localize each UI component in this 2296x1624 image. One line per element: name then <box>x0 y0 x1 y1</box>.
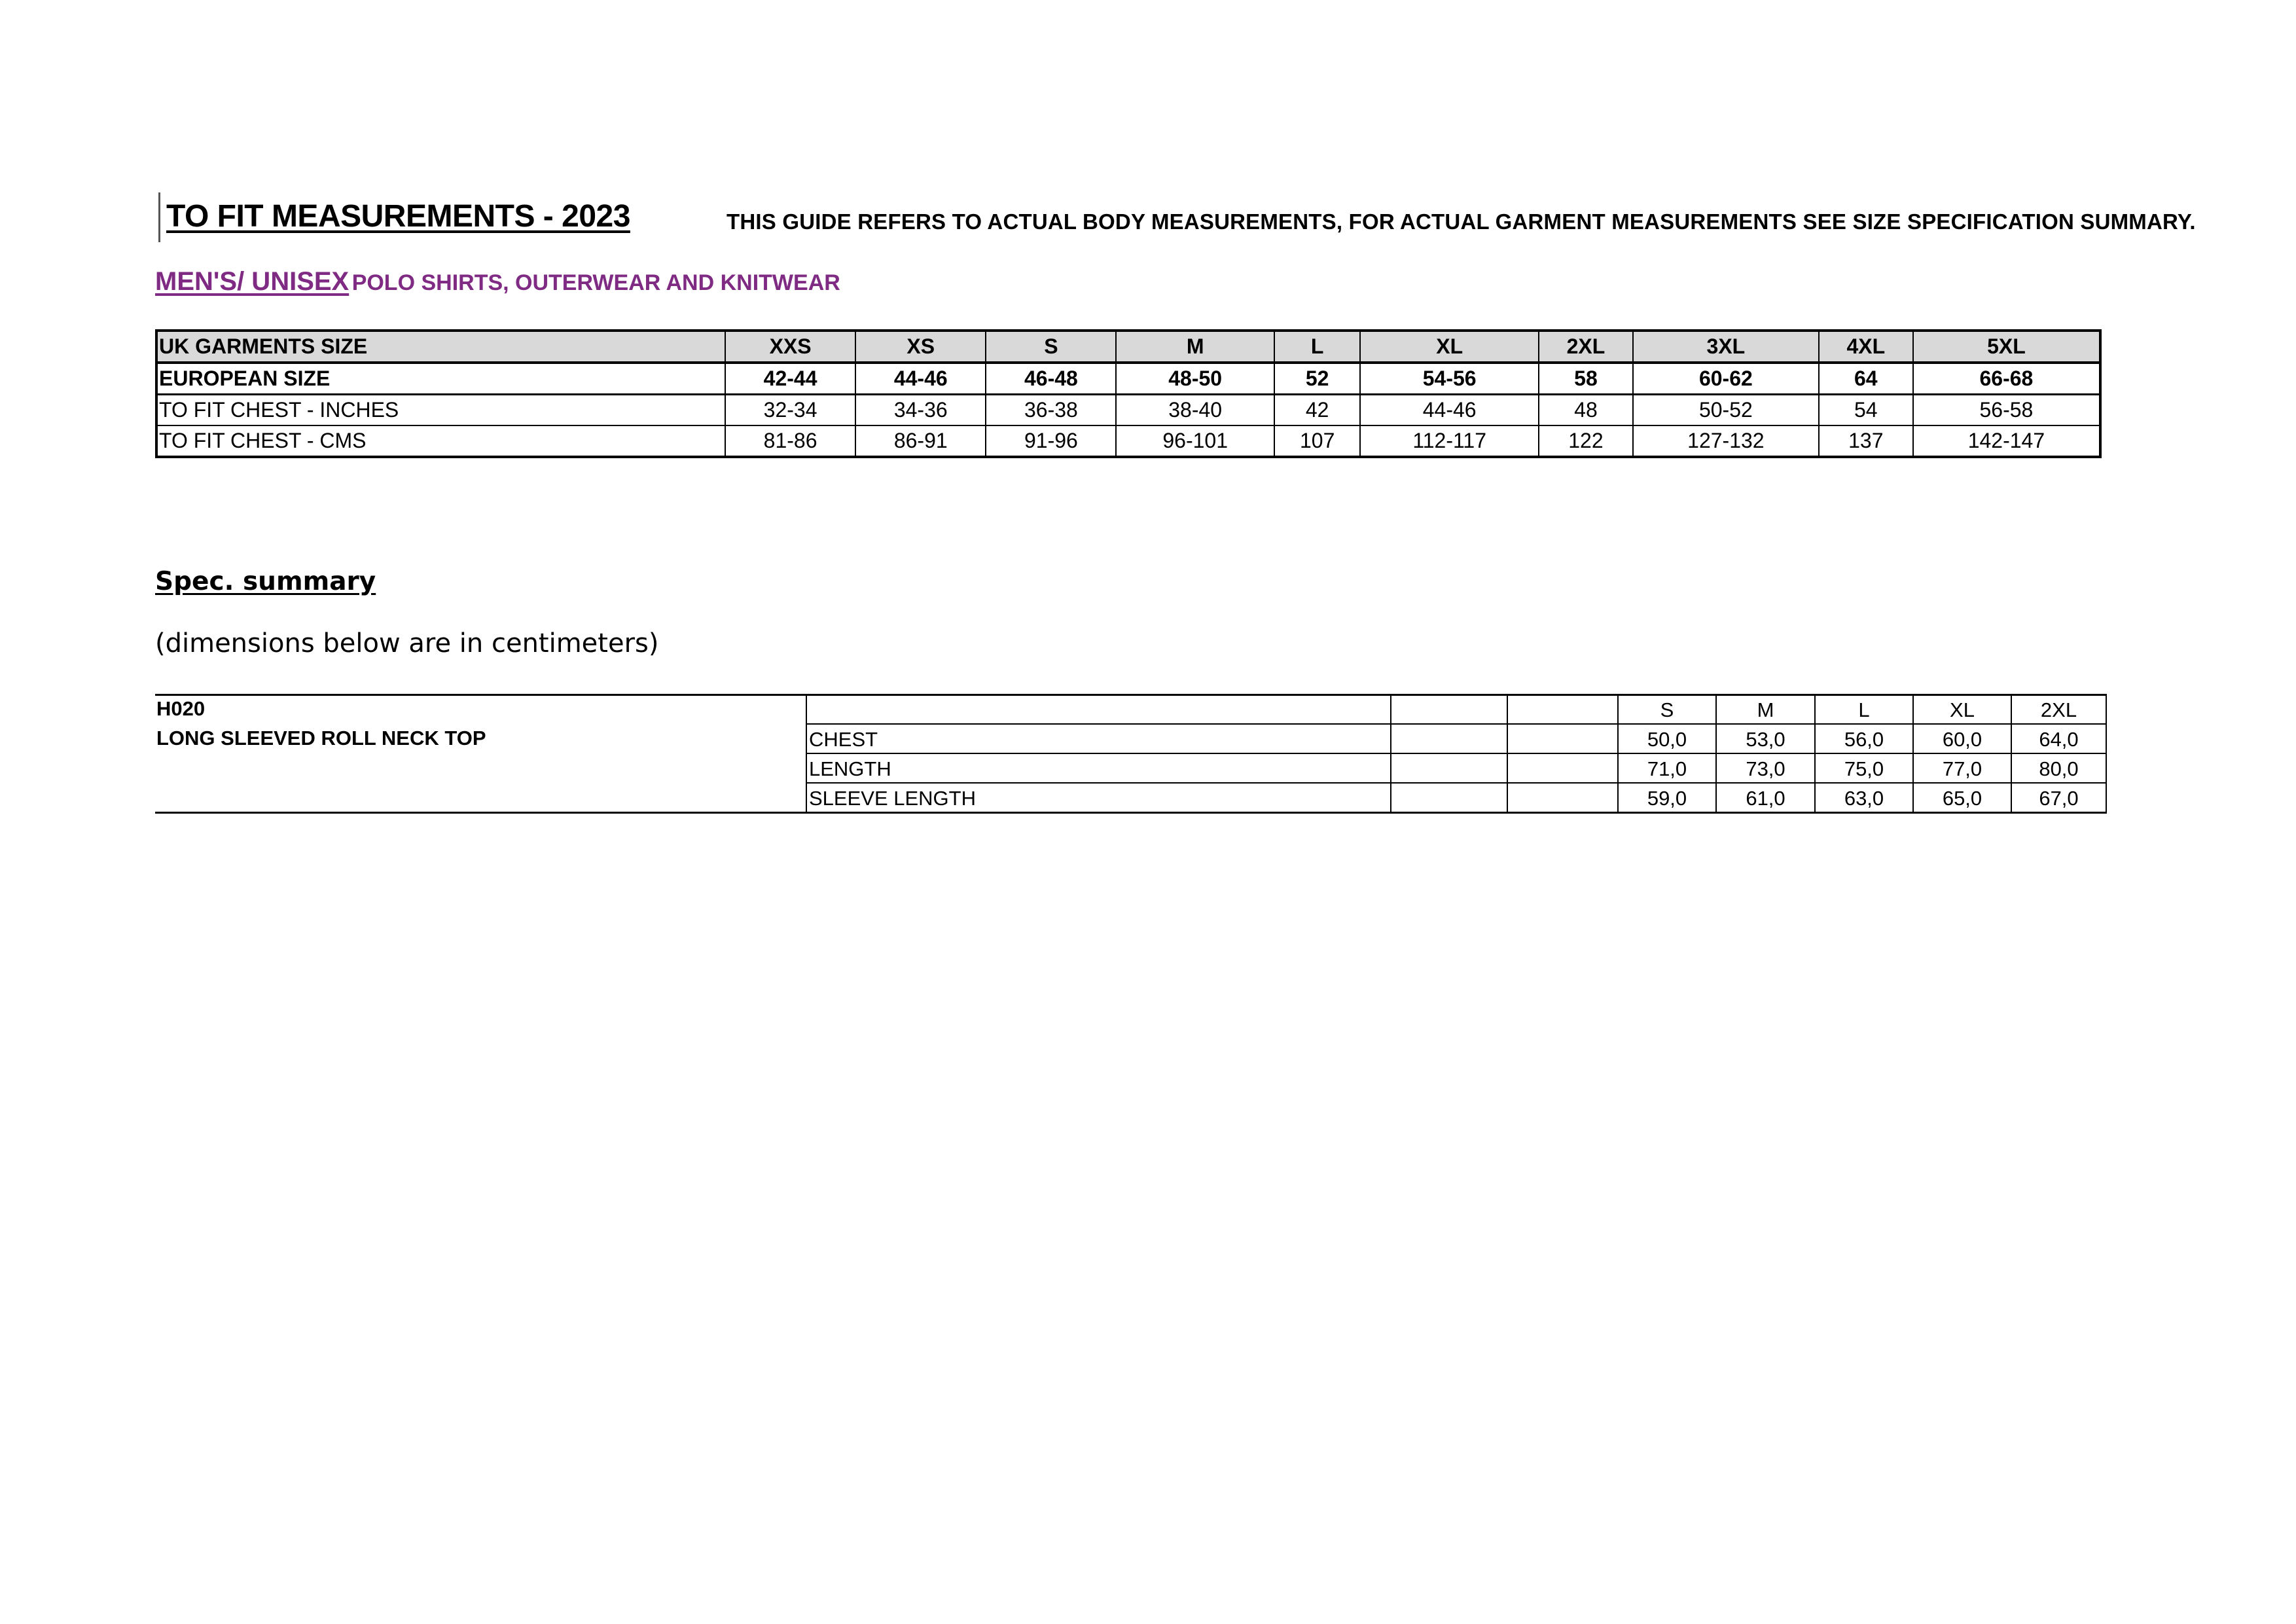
size-table-cell: 48-50 <box>1116 363 1274 395</box>
size-table-row <box>156 363 2100 395</box>
spec-row-label: LENGTH <box>809 757 891 780</box>
size-table-cell: 58 <box>1539 363 1633 395</box>
page-title: TO FIT MEASUREMENTS - 2023 <box>166 199 630 234</box>
spec-value: 63,0 <box>1844 787 1884 810</box>
spec-value: 77,0 <box>1942 757 1982 780</box>
size-table-cell: XL <box>1360 331 1538 363</box>
size-table-cell: XS <box>855 331 986 363</box>
dimensions-note: (dimensions below are in centimeters) <box>155 628 659 659</box>
size-table-cell: 52 <box>1274 363 1361 395</box>
size-table-cell: 64 <box>1819 363 1913 395</box>
spec-value: 80,0 <box>2039 757 2079 780</box>
spec-rule <box>806 782 2107 784</box>
size-table-cell: 48 <box>1539 395 1633 426</box>
size-table-cell: 81-86 <box>725 425 855 457</box>
size-table-cell: 3XL <box>1633 331 1819 363</box>
size-table-cell: 86-91 <box>855 425 986 457</box>
title-rule <box>158 192 160 242</box>
spec-row-label: SLEEVE LENGTH <box>809 787 976 810</box>
size-table-cell: 42 <box>1274 395 1361 426</box>
spec-value: 53,0 <box>1746 728 1785 751</box>
size-table-cell: 122 <box>1539 425 1633 457</box>
size-table-cell: 44-46 <box>1360 395 1538 426</box>
guide-note: THIS GUIDE REFERS TO ACTUAL BODY MEASUREMENTS, FOR ACTUAL GARMENT MEASUREMENTS SEE SIZE SPECIFICATION SUMMARY. <box>726 209 2196 234</box>
size-table-row <box>156 395 2100 426</box>
spec-value: 61,0 <box>1746 787 1785 810</box>
size-table-cell: 46-48 <box>986 363 1116 395</box>
category-heading <box>155 267 840 297</box>
spec-value: 71,0 <box>1647 757 1687 780</box>
size-table-cell: 32-34 <box>725 395 855 426</box>
size-table-cell: 127-132 <box>1633 425 1819 457</box>
category-sub: POLO SHIRTS, OUTERWEAR AND KNITWEAR <box>351 270 840 295</box>
size-table-row-label: TO FIT CHEST - INCHES <box>156 395 725 426</box>
size-table-cell: 142-147 <box>1913 425 2100 457</box>
spec-value: 50,0 <box>1647 728 1687 751</box>
size-table-cell: 34-36 <box>855 395 986 426</box>
spec-value: 56,0 <box>1844 728 1884 751</box>
size-table-cell: XXS <box>725 331 855 363</box>
product-name: LONG SLEEVED ROLL NECK TOP <box>156 727 486 749</box>
size-table-row-label: EUROPEAN SIZE <box>156 363 725 395</box>
size-table-cell: 96-101 <box>1116 425 1274 457</box>
size-table-cell: 107 <box>1274 425 1361 457</box>
size-table-cell: 4XL <box>1819 331 1913 363</box>
spec-size-heading: 2XL <box>2040 698 2077 721</box>
size-table-row <box>156 425 2100 457</box>
size-table-cell: 38-40 <box>1116 395 1274 426</box>
size-table-cell: 112-117 <box>1360 425 1538 457</box>
spec-value: 73,0 <box>1746 757 1785 780</box>
spec-value: 75,0 <box>1844 757 1884 780</box>
size-table-cell: 54 <box>1819 395 1913 426</box>
size-table-header-row <box>156 331 2100 363</box>
size-table-cell: 56-58 <box>1913 395 2100 426</box>
size-table-cell: 137 <box>1819 425 1913 457</box>
spec-rule <box>806 723 2107 725</box>
spec-rule <box>1390 694 1391 813</box>
size-table-cell: 42-44 <box>725 363 855 395</box>
spec-rule <box>1507 694 1508 813</box>
size-table-cell: 66-68 <box>1913 363 2100 395</box>
size-table-cell: 54-56 <box>1360 363 1538 395</box>
spec-rule <box>806 694 807 813</box>
spec-row-label: CHEST <box>809 728 878 751</box>
spec-summary-heading: Spec. summary <box>155 567 376 596</box>
size-table <box>155 329 2102 458</box>
spec-value: 60,0 <box>1942 728 1982 751</box>
size-table-cell: 36-38 <box>986 395 1116 426</box>
size-table-cell: M <box>1116 331 1274 363</box>
spec-rule <box>2106 694 2107 813</box>
size-table-cell: 50-52 <box>1633 395 1819 426</box>
spec-value: 64,0 <box>2039 728 2079 751</box>
spec-rule <box>806 753 2107 754</box>
spec-size-heading: L <box>1858 698 1870 721</box>
product-code: H020 <box>156 697 206 720</box>
spec-size-heading: XL <box>1950 698 1975 721</box>
size-table-cell: 44-46 <box>855 363 986 395</box>
spec-value: 59,0 <box>1647 787 1687 810</box>
spec-value: 67,0 <box>2039 787 2079 810</box>
size-table-row-label: TO FIT CHEST - CMS <box>156 425 725 457</box>
spec-size-heading: S <box>1660 698 1674 721</box>
size-table-row-label: UK GARMENTS SIZE <box>156 331 725 363</box>
spec-value: 65,0 <box>1942 787 1982 810</box>
size-table-cell: 60-62 <box>1633 363 1819 395</box>
size-table-cell: 91-96 <box>986 425 1116 457</box>
category-main: MEN'S/ UNISEX <box>155 267 350 296</box>
size-table-cell: 5XL <box>1913 331 2100 363</box>
size-table-cell: L <box>1274 331 1361 363</box>
spec-table <box>155 694 2107 813</box>
size-table-cell: 2XL <box>1539 331 1633 363</box>
size-table-cell: S <box>986 331 1116 363</box>
spec-size-heading: M <box>1757 698 1774 721</box>
